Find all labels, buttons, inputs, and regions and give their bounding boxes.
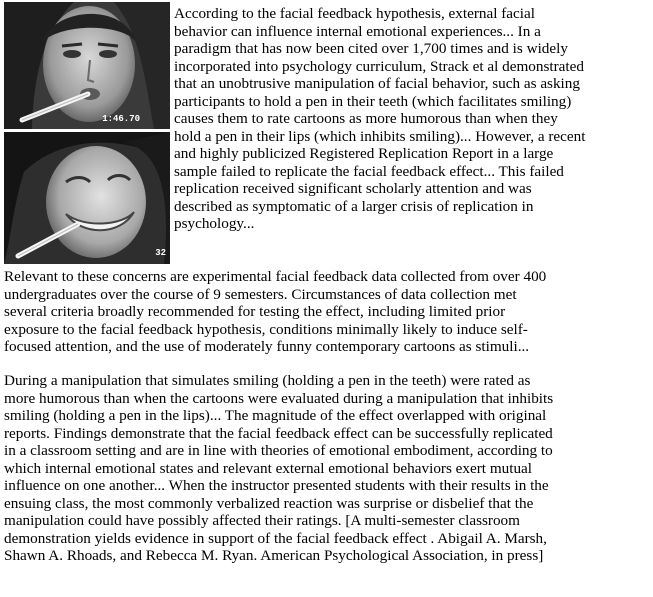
photo-pen-in-lips bbox=[4, 2, 170, 129]
text-line: causes them to rate cartoons as more humorous than when they bbox=[174, 110, 558, 127]
text-line: psychology... bbox=[174, 215, 255, 232]
text-line: behavior can influence internal emotional experiences... In a bbox=[174, 22, 541, 40]
text-line: reports. Findings demonstrate that the facial feedback effect can be successfully replicated bbox=[4, 424, 553, 442]
text-line: described as symptomatic of a larger crisis of replication in bbox=[174, 197, 534, 215]
text-line: undergraduates over the course of 9 semesters. Circumstances of data collection met bbox=[4, 285, 517, 303]
text-line: influence on one another... When the instructor presented students with their results in the bbox=[4, 477, 549, 494]
text-line: Relevant to these concerns are experimental facial feedback data collected from over 400 bbox=[4, 268, 547, 285]
text-line: in a classroom setting and are in line with theories of emotional embodiment, according to bbox=[4, 442, 553, 459]
text-line: replication received significant scholarly attention and was bbox=[174, 180, 532, 197]
text-line: manipulation could have possibly affected their ratings. [A multi-semester classroom bbox=[4, 512, 520, 529]
text-line: incorporated into psychology curriculum, Strack et al demonstrated bbox=[174, 57, 584, 75]
photo-column bbox=[4, 2, 170, 264]
paragraph-intro bbox=[174, 5, 585, 233]
photo-pen-in-teeth-drawing bbox=[4, 132, 170, 264]
paragraph-data-collection bbox=[4, 268, 546, 356]
text-line: hold a pen in their lips (which inhibits smiling)... However, a recent bbox=[174, 127, 586, 145]
photo-pen-in-lips-drawing bbox=[4, 2, 170, 129]
text-line: During a manipulation that simulates smiling (holding a pen in the teeth) were rated as bbox=[4, 372, 531, 389]
text-line: demonstration yields evidence in support of the facial feedback effect . Abigail A. Marsh, bbox=[4, 529, 547, 547]
paragraph-findings bbox=[4, 372, 553, 565]
photo-pen-in-teeth bbox=[4, 132, 170, 264]
text-line: paradigm that has now been cited over 1,700 times and is widely bbox=[174, 40, 568, 57]
text-line: several criteria broadly recommended for testing the effect, including limited prior bbox=[4, 303, 506, 320]
text-line: which internal emotional states and relevant external emotional behaviors exert mutual bbox=[4, 459, 533, 477]
text-line: ensuing class, the most commonly verbalized reaction was surprise or disbelief that the bbox=[4, 494, 534, 512]
text-line: and highly publicized Registered Replication Report in a large bbox=[174, 145, 554, 162]
text-line: focused attention, and the use of moderately funny contemporary cartoons as stimuli... bbox=[4, 338, 530, 355]
text-line: Shawn A. Rhoads, and Rebecca M. Ryan. American Psychological Association, in press] bbox=[4, 547, 544, 564]
text-line: smiling (holding a pen in the lips)... The magnitude of the effect overlapped with original bbox=[4, 407, 547, 424]
photo-timestamp: 32 bbox=[155, 248, 166, 258]
text-line: According to the facial feedback hypothesis, external facial bbox=[174, 5, 535, 22]
text-line: exposure to the facial feedback hypothesis, conditions minimally likely to induce self- bbox=[4, 320, 528, 338]
text-line: participants to hold a pen in their teeth (which facilitates smiling) bbox=[174, 92, 572, 110]
text-line: more humorous than when the cartoons were evaluated during a manipulation that inhibits bbox=[4, 389, 554, 407]
text-line: that an unobtrusive manipulation of facial behavior, such as asking bbox=[174, 75, 580, 92]
photo-timestamp: 1:46.70 bbox=[102, 114, 140, 124]
text-line: sample failed to replicate the facial feedback effect... This failed bbox=[174, 162, 564, 180]
